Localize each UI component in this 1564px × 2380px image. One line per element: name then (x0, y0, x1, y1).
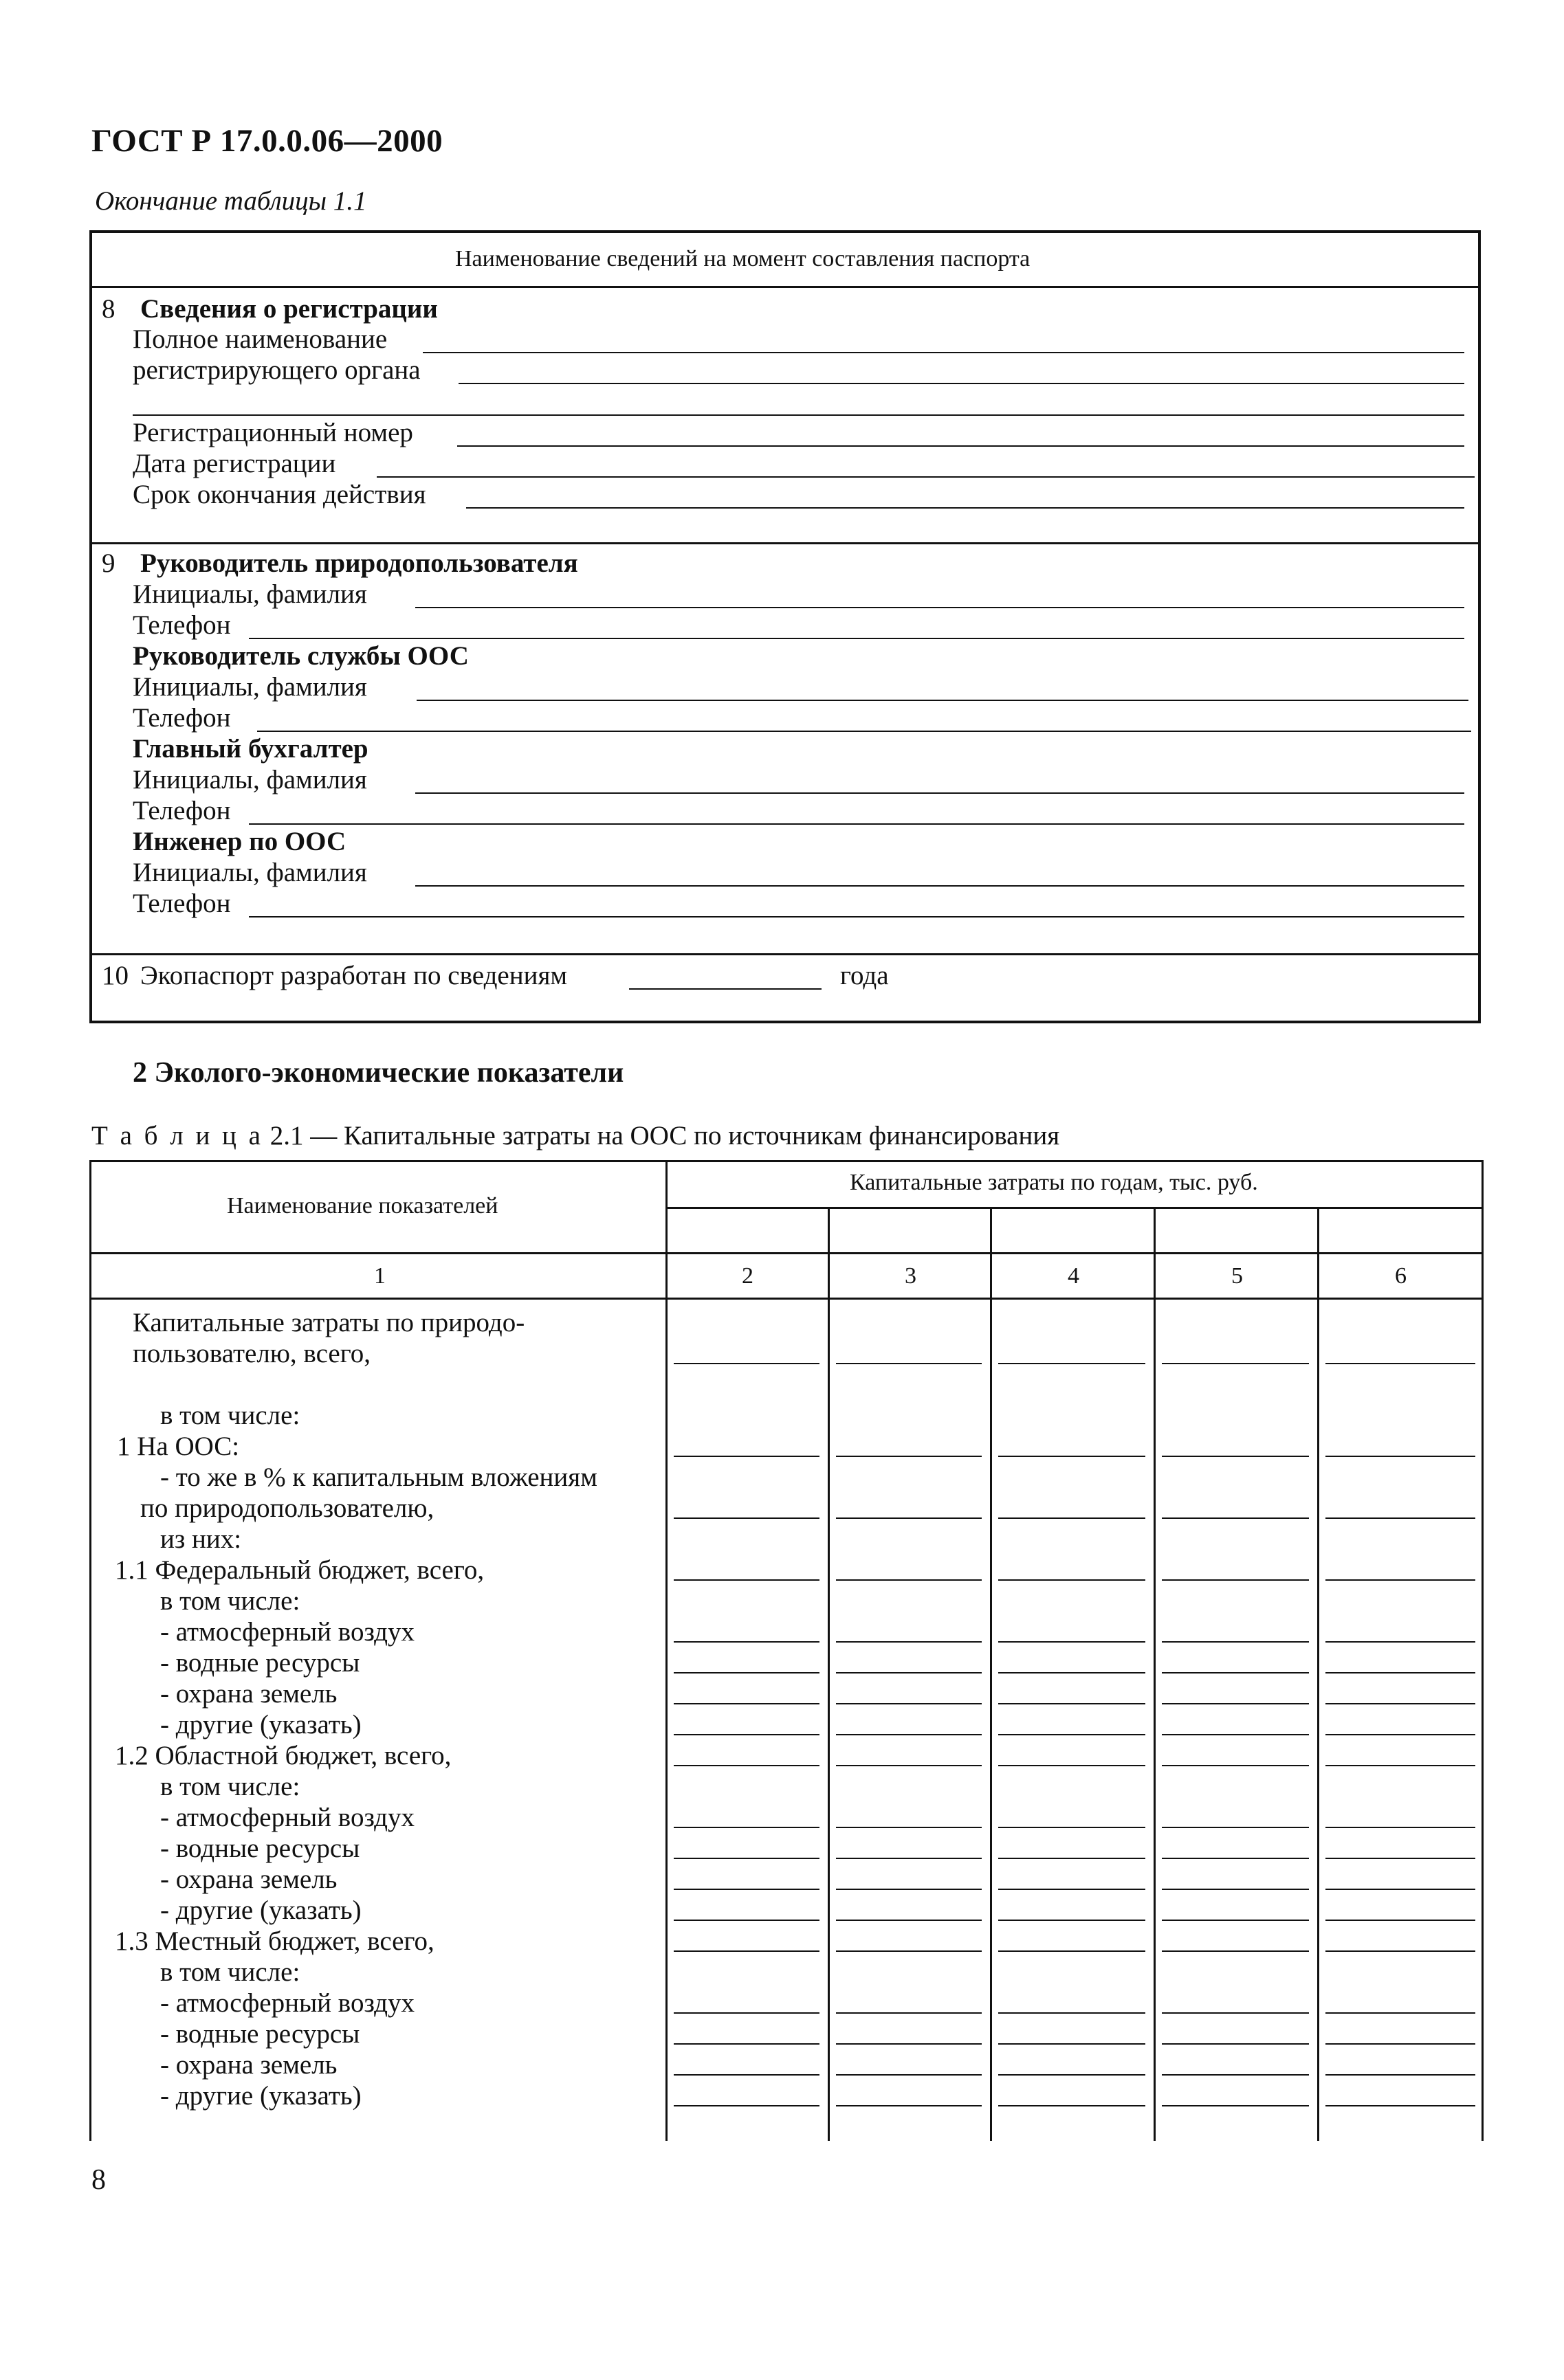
table-2-1-col-divider-4 (1154, 1207, 1156, 2141)
value-entry-line[interactable] (1325, 1765, 1475, 1766)
value-entry-line[interactable] (1162, 1703, 1309, 1704)
value-entry-line[interactable] (674, 2074, 819, 2076)
oos-head-initials-label: Инициалы, фамилия (133, 672, 367, 702)
value-entry-line[interactable] (1325, 1456, 1475, 1457)
value-entry-line[interactable] (674, 1920, 819, 1921)
row-label: в том числе: (160, 1772, 300, 1801)
value-entry-line[interactable] (1162, 1950, 1309, 1952)
document-code: ГОСТ Р 17.0.0.06—2000 (91, 123, 443, 159)
table-continuation-label: Окончание таблицы 1.1 (95, 186, 367, 216)
row-label: 1.2 Областной бюджет, всего, (115, 1741, 452, 1770)
row-label: - другие (указать) (160, 1710, 362, 1739)
row-label: - водные ресурсы (160, 1648, 360, 1678)
table-2-1-col-divider-2 (828, 1207, 830, 2141)
value-entry-line[interactable] (1162, 1765, 1309, 1766)
value-entry-line[interactable] (998, 1827, 1145, 1828)
value-entry-line[interactable] (836, 1827, 982, 1828)
value-entry-line[interactable] (998, 1363, 1145, 1364)
value-entry-line[interactable] (998, 1920, 1145, 1921)
value-entry-line[interactable] (1325, 1579, 1475, 1581)
table-1-1-header-divider (89, 286, 1481, 288)
value-entry-line[interactable] (1325, 1889, 1475, 1890)
table-2-1-header-bottom (89, 1252, 1484, 1254)
table-1-1-divider-9 (89, 542, 1481, 544)
row-label: - другие (указать) (160, 2081, 362, 2111)
value-entry-line[interactable] (998, 1889, 1145, 1890)
value-entry-line[interactable] (998, 2043, 1145, 2045)
table-2-1-col-divider-3 (990, 1207, 992, 2141)
row-label: из них: (160, 1524, 242, 1554)
section-2-title: 2 Эколого-экономические показатели (133, 1057, 624, 1089)
value-entry-line[interactable] (836, 1703, 982, 1704)
value-entry-line[interactable] (836, 1641, 982, 1643)
head-phone-label: Телефон (133, 610, 231, 640)
row-number-9: 9 (102, 548, 115, 578)
value-entry-line[interactable] (1325, 1950, 1475, 1952)
value-entry-line[interactable] (1162, 1672, 1309, 1673)
col-number-3: 3 (905, 1263, 916, 1289)
accountant-title: Главный бухгалтер (133, 734, 368, 764)
value-entry-line[interactable] (836, 1734, 982, 1735)
value-entry-line[interactable] (1325, 1641, 1475, 1643)
value-entry-line[interactable] (674, 1889, 819, 1890)
page-number: 8 (91, 2164, 106, 2196)
row-label: - водные ресурсы (160, 2019, 360, 2049)
value-entry-line[interactable] (998, 1703, 1145, 1704)
engineer-title: Инженер по ООС (133, 827, 346, 856)
expiry-date-field[interactable] (466, 507, 1464, 509)
registration-number-label: Регистрационный номер (133, 418, 413, 447)
row-label: - другие (указать) (160, 1895, 362, 1925)
registration-date-label: Дата регистрации (133, 449, 336, 478)
accountant-initials-field[interactable] (415, 792, 1464, 794)
table-2-1-numbers-bottom (89, 1298, 1484, 1300)
value-entry-line[interactable] (998, 1517, 1145, 1519)
value-entry-line[interactable] (674, 1579, 819, 1581)
registration-number-field[interactable] (457, 445, 1464, 447)
row-number-8: 8 (102, 294, 115, 324)
value-entry-line[interactable] (836, 1950, 982, 1952)
value-entry-line[interactable] (1162, 1456, 1309, 1457)
row-label: - атмосферный воздух (160, 1988, 415, 2018)
head-title: Руководитель природопользователя (140, 548, 578, 578)
engineer-initials-label: Инициалы, фамилия (133, 858, 367, 887)
value-entry-line[interactable] (1325, 2074, 1475, 2076)
value-entry-line[interactable] (674, 1765, 819, 1766)
value-entry-line[interactable] (1162, 1579, 1309, 1581)
table-caption-text: 2.1 — Капитальные затраты на ООС по источникам финансирования (269, 1121, 1060, 1150)
table-2-1-left-border (89, 1160, 91, 2141)
full-name-field[interactable] (423, 352, 1464, 353)
value-entry-line[interactable] (674, 1827, 819, 1828)
head-phone-field[interactable] (249, 638, 1464, 639)
value-entry-line[interactable] (674, 1858, 819, 1859)
value-entry-line[interactable] (1325, 2105, 1475, 2106)
table-2-1-col-divider-1 (665, 1160, 668, 2141)
value-entry-line[interactable] (998, 2074, 1145, 2076)
value-entry-line[interactable] (1325, 1827, 1475, 1828)
row-label: пользователю, всего, (133, 1339, 371, 1368)
table-2-1-subheader-line (665, 1207, 1484, 1209)
row-label: Капитальные затраты по природо- (133, 1308, 525, 1337)
row-label: - атмосферный воздух (160, 1803, 415, 1832)
value-entry-line[interactable] (1162, 1363, 1309, 1364)
value-entry-line[interactable] (836, 2012, 982, 2014)
engineer-initials-field[interactable] (415, 885, 1464, 887)
value-entry-line[interactable] (998, 1950, 1145, 1952)
oos-head-initials-field[interactable] (417, 700, 1468, 701)
row-label: - охрана земель (160, 1865, 338, 1894)
head-initials-field[interactable] (415, 607, 1464, 608)
registering-organ-field-line2[interactable] (133, 414, 1464, 416)
value-entry-line[interactable] (836, 1456, 982, 1457)
row-label: 1.3 Местный бюджет, всего, (115, 1926, 434, 1956)
col-number-1: 1 (374, 1263, 386, 1289)
ecopassport-year-field[interactable] (629, 988, 822, 990)
value-entry-line[interactable] (998, 1672, 1145, 1673)
row-label: в том числе: (160, 1586, 300, 1616)
value-entry-line[interactable] (674, 1641, 819, 1643)
value-entry-line[interactable] (998, 1734, 1145, 1735)
value-entry-line[interactable] (1162, 1517, 1309, 1519)
row-label: в том числе: (160, 1401, 300, 1430)
value-entry-line[interactable] (674, 2105, 819, 2106)
engineer-phone-field[interactable] (249, 916, 1464, 917)
table-2-1-col-divider-5 (1317, 1207, 1319, 2141)
col-number-4: 4 (1068, 1263, 1079, 1289)
oos-head-phone-label: Телефон (133, 703, 231, 733)
value-entry-line[interactable] (1325, 1734, 1475, 1735)
value-entry-line[interactable] (674, 2012, 819, 2014)
row-label: 1.1 Федеральный бюджет, всего, (115, 1555, 485, 1585)
value-entry-line[interactable] (836, 1363, 982, 1364)
value-entry-line[interactable] (836, 2074, 982, 2076)
value-entry-line[interactable] (836, 1517, 982, 1519)
value-entry-line[interactable] (998, 1858, 1145, 1859)
value-entry-line[interactable] (674, 1734, 819, 1735)
row-label: - охрана земель (160, 1679, 338, 1709)
value-entry-line[interactable] (1162, 2105, 1309, 2106)
value-entry-line[interactable] (1162, 2012, 1309, 2014)
indicators-header: Наименование показателей (227, 1193, 498, 1219)
value-entry-line[interactable] (1325, 2043, 1475, 2045)
engineer-phone-label: Телефон (133, 889, 231, 918)
registration-title: Сведения о регистрации (140, 294, 438, 324)
value-entry-line[interactable] (674, 2043, 819, 2045)
value-entry-line[interactable] (674, 1672, 819, 1673)
value-entry-line[interactable] (836, 1765, 982, 1766)
value-entry-line[interactable] (836, 1579, 982, 1581)
value-entry-line[interactable] (836, 1672, 982, 1673)
head-initials-label: Инициалы, фамилия (133, 579, 367, 609)
value-entry-line[interactable] (998, 1579, 1145, 1581)
value-entry-line[interactable] (674, 1703, 819, 1704)
value-entry-line[interactable] (674, 1456, 819, 1457)
value-entry-line[interactable] (1162, 1920, 1309, 1921)
row-label: - охрана земель (160, 2050, 338, 2080)
row-label: - то же в % к капитальным вложениям (160, 1463, 597, 1492)
row-label: - атмосферный воздух (160, 1617, 415, 1647)
accountant-phone-field[interactable] (249, 823, 1464, 825)
value-entry-line[interactable] (1325, 1920, 1475, 1921)
value-entry-line[interactable] (836, 2043, 982, 2045)
value-entry-line[interactable] (1162, 2074, 1309, 2076)
ecopassport-developed-label: Экопаспорт разработан по сведениям (140, 961, 568, 990)
value-entry-line[interactable] (998, 1641, 1145, 1643)
value-entry-line[interactable] (1325, 1703, 1475, 1704)
value-entry-line[interactable] (674, 1950, 819, 1952)
value-entry-line[interactable] (1162, 2043, 1309, 2045)
value-entry-line[interactable] (998, 1765, 1145, 1766)
expiry-date-label: Срок окончания действия (133, 480, 426, 509)
value-entry-line[interactable] (836, 1889, 982, 1890)
row-label: - водные ресурсы (160, 1834, 360, 1863)
table-2-1-caption (91, 1120, 1059, 1151)
value-entry-line[interactable] (1162, 1858, 1309, 1859)
year-suffix: года (840, 961, 889, 990)
value-entry-line[interactable] (836, 2105, 982, 2106)
accountant-phone-label: Телефон (133, 796, 231, 825)
value-entry-line[interactable] (1162, 1827, 1309, 1828)
registering-organ-label: регистрирующего органа (133, 355, 421, 385)
col-number-5: 5 (1231, 1263, 1243, 1289)
value-entry-line[interactable] (998, 1456, 1145, 1457)
value-entry-line[interactable] (1162, 1641, 1309, 1643)
value-entry-line[interactable] (1325, 1517, 1475, 1519)
row-label: по природопользователю, (140, 1493, 434, 1523)
capital-costs-header: Капитальные затраты по годам, тыс. руб. (850, 1170, 1258, 1195)
row-label: в том числе: (160, 1957, 300, 1987)
value-entry-line[interactable] (1162, 1889, 1309, 1890)
oos-head-title: Руководитель службы ООС (133, 641, 469, 671)
table-1-1-divider-10 (89, 953, 1481, 955)
registration-date-field[interactable] (377, 476, 1475, 478)
table-2-1-right-border (1482, 1160, 1484, 2141)
value-entry-line[interactable] (1325, 1858, 1475, 1859)
value-entry-line[interactable] (998, 2105, 1145, 2106)
table-2-1-top-border (89, 1160, 1484, 1162)
oos-head-phone-field[interactable] (257, 731, 1471, 732)
value-entry-line[interactable] (674, 1363, 819, 1364)
col-number-2: 2 (742, 1263, 753, 1289)
table-1-1-column-header: Наименование сведений на момент составления паспорта (455, 246, 1031, 271)
value-entry-line[interactable] (998, 2012, 1145, 2014)
registering-organ-field[interactable] (459, 383, 1464, 384)
value-entry-line[interactable] (1325, 1672, 1475, 1673)
value-entry-line[interactable] (836, 1920, 982, 1921)
value-entry-line[interactable] (836, 1858, 982, 1859)
full-name-label: Полное наименование (133, 324, 388, 354)
row-label: 1 На ООС: (117, 1432, 240, 1461)
value-entry-line[interactable] (1325, 1363, 1475, 1364)
col-number-6: 6 (1395, 1263, 1407, 1289)
row-number-10: 10 (102, 961, 129, 990)
table-caption-label: Т а б л и ц а (91, 1121, 263, 1150)
value-entry-line[interactable] (1162, 1734, 1309, 1735)
value-entry-line[interactable] (1325, 2012, 1475, 2014)
value-entry-line[interactable] (674, 1517, 819, 1519)
accountant-initials-label: Инициалы, фамилия (133, 765, 367, 794)
